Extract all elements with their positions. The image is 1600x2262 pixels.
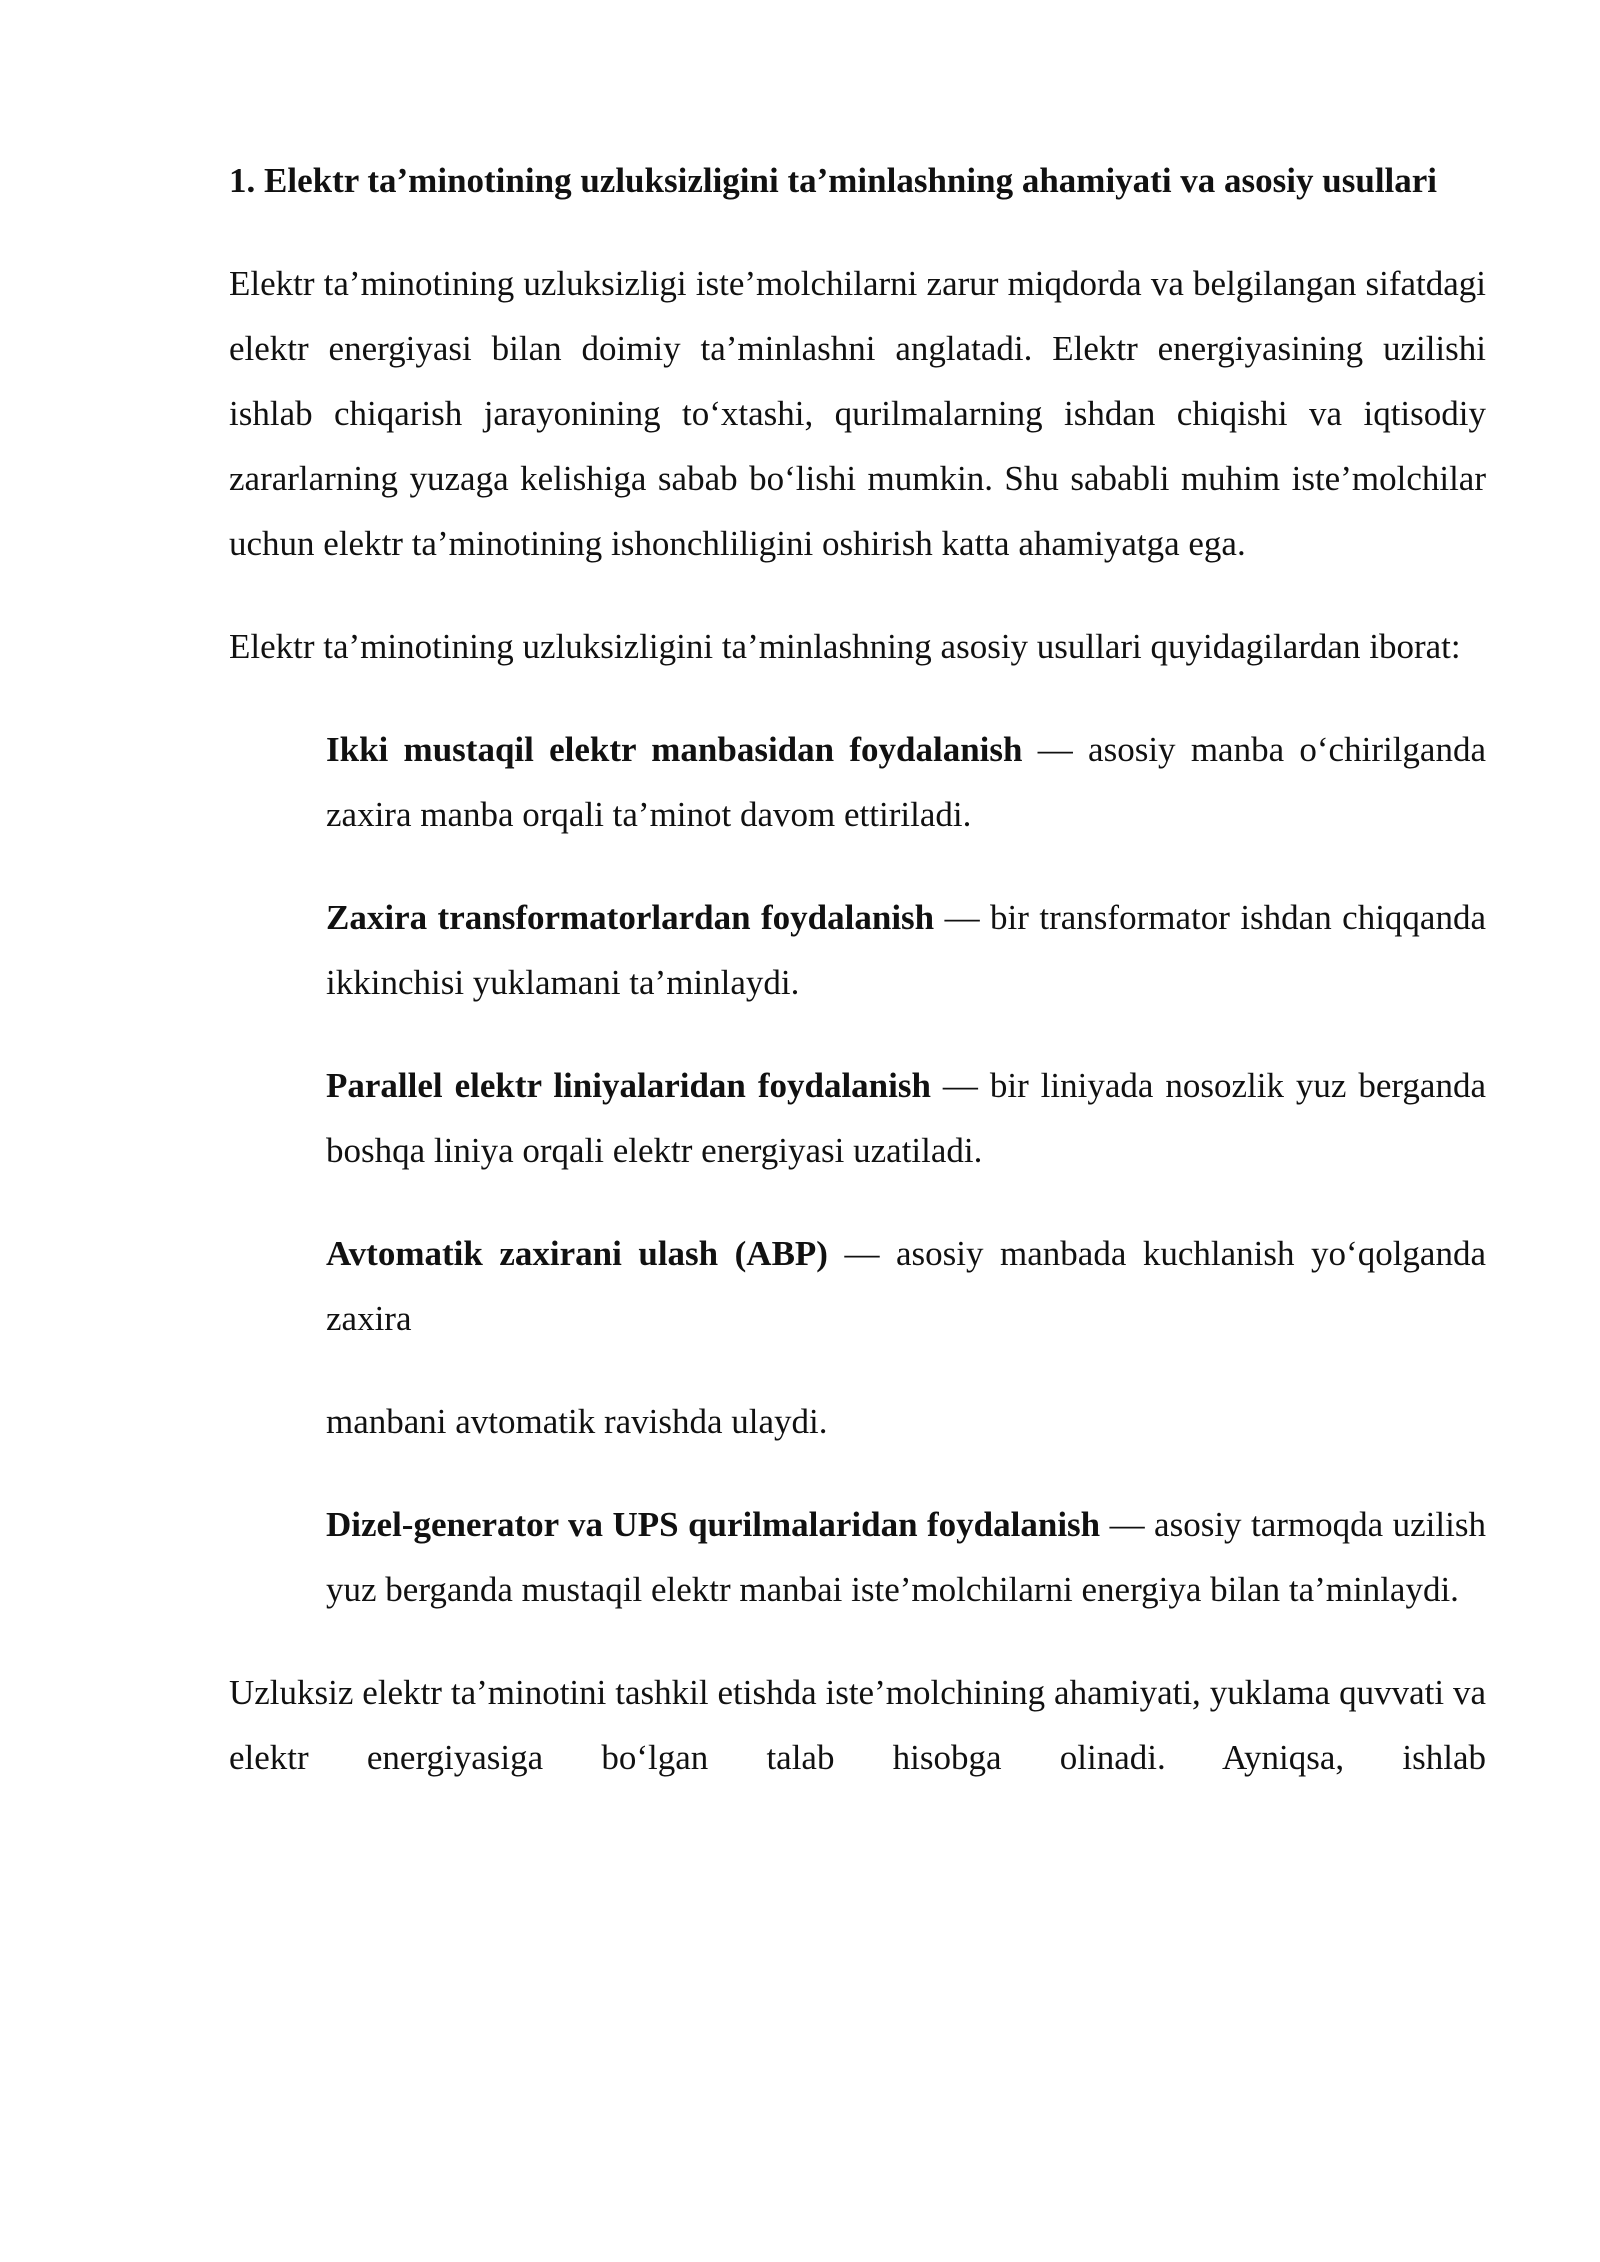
method-description: — asosiy tarmoqda uzilish yuz berganda mustaqil elektr manbai iste’molchilarni energiya bilan ta’minlaydi. [326, 1505, 1486, 1609]
list-item [326, 717, 1486, 847]
section-heading: 1. Elektr ta’minotining uzluksizligini ta’minlashning ahamiyati va asosiy usullari [229, 161, 1438, 200]
method-term: Zaxira transformatorlardan foydalanish [326, 898, 935, 937]
intro-paragraph: Elektr ta’minotining uzluksizligi iste’molchilarni zarur miqdorda va belgilangan sifatdagi elektr energiyasi bilan doimiy ta’minlashni anglatadi. Elektr energiyasining uzilishi ishlab chiqarish jarayonining to‘xtashi, qurilmalarning ishdan chiqishi va iqtisodiy zararlarning yuzaga kelishiga sabab bo‘lishi mumkin. Shu sababli muhim iste’molchilar uchun elektr ta’minotining ishonchliligini oshirish katta ahamiyatga ega. [229, 264, 1486, 563]
method-description: — asosiy manba o‘chirilganda zaxira manba orqali ta’minot davom ettiriladi. [326, 730, 1486, 834]
method-continuation: manbani avtomatik ravishda ulaydi. [326, 1402, 828, 1441]
methods-list-continued [229, 1492, 1486, 1622]
method-description: — asosiy manbada kuchlanish yo‘qolganda zaxira [326, 1234, 1486, 1338]
methods-intro-paragraph: Elektr ta’minotining uzluksizligini ta’minlashning asosiy usullari quyidagilardan iborat: [229, 627, 1461, 666]
method-term: Ikki mustaqil elektr manbasidan foydalanish [326, 730, 1023, 769]
list-item [326, 1221, 1486, 1351]
methods-list [229, 717, 1486, 1351]
list-item [326, 1492, 1486, 1622]
list-item [326, 885, 1486, 1015]
method-term: Dizel-generator va UPS qurilmalaridan foydalanish [326, 1505, 1101, 1544]
document-page [229, 148, 1486, 1790]
method-description: — bir liniyada nosozlik yuz berganda boshqa liniya orqali elektr energiyasi uzatiladi. [326, 1066, 1487, 1170]
method-term: Avtomatik zaxirani ulash (ABP) [326, 1234, 828, 1273]
method-term: Parallel elektr liniyalaridan foydalanish [326, 1066, 931, 1105]
list-item [326, 1053, 1486, 1183]
method-description: — bir transformator ishdan chiqqanda ikkinchisi yuklamani ta’minlaydi. [326, 898, 1486, 1002]
closing-paragraph: Uzluksiz elektr ta’minotini tashkil etishda iste’molchining ahamiyati, yuklama quvvati va elektr energiyasiga bo‘lgan talab hisobga olinadi. Ayniqsa, ishlab [229, 1673, 1486, 1777]
